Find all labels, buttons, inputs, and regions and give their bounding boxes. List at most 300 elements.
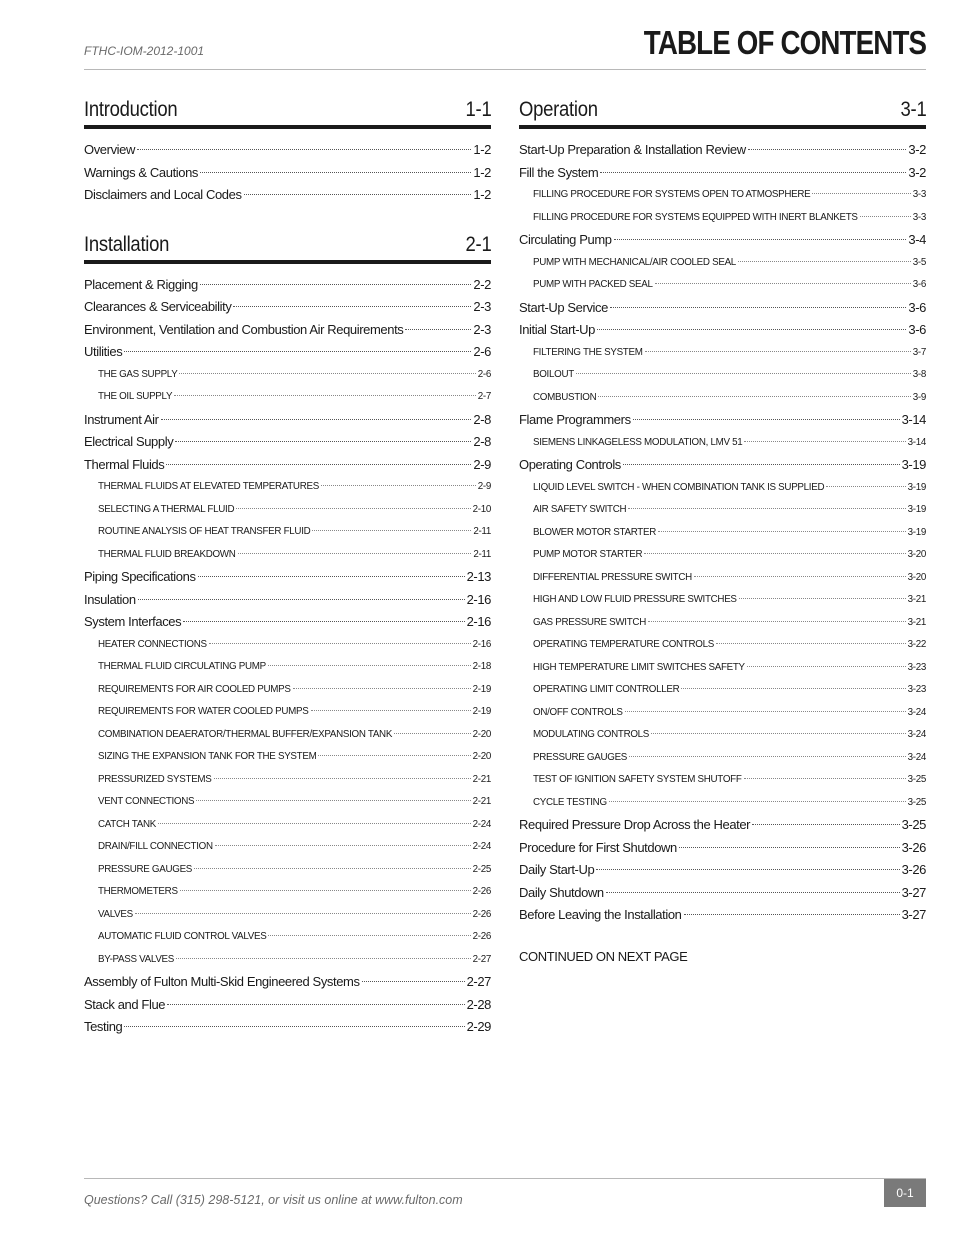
toc-entry-page: 3-25 xyxy=(907,796,926,808)
dot-leader xyxy=(174,395,476,396)
toc-entry-label: SIEMENS LINKAGELESS MODULATION, LMV 51 xyxy=(533,436,743,448)
toc-entry-page: 2-26 xyxy=(472,886,491,897)
dot-leader xyxy=(194,868,471,869)
toc-entry-page: 3-2 xyxy=(908,142,926,157)
dot-leader xyxy=(233,306,471,307)
toc-entry[interactable] xyxy=(84,184,491,207)
toc-entry-label: Assembly of Fulton Multi-Skid Engineered Systems xyxy=(84,974,360,989)
toc-entry-page: 2-18 xyxy=(472,661,491,672)
toc-entry[interactable] xyxy=(84,454,491,477)
toc-subentry[interactable] xyxy=(84,656,491,679)
toc-subentry[interactable] xyxy=(519,387,926,410)
toc-entry[interactable] xyxy=(84,274,491,297)
dot-leader xyxy=(623,464,900,465)
dot-leader xyxy=(658,531,906,532)
toc-entry-page: 2-9 xyxy=(477,481,491,492)
toc-subentry[interactable] xyxy=(519,184,926,207)
toc-subentry[interactable] xyxy=(84,724,491,747)
dot-leader xyxy=(738,261,911,262)
toc-subentry[interactable] xyxy=(519,657,926,680)
dot-leader xyxy=(268,935,470,936)
toc-entry-label: Warnings & Cautions xyxy=(84,164,199,180)
toc-subentry[interactable] xyxy=(84,814,491,837)
toc-entry-label: ON/OFF CONTROLS xyxy=(533,706,623,718)
dot-leader xyxy=(600,172,906,173)
toc-entry[interactable] xyxy=(519,297,926,320)
toc-entry-label: Fill the System xyxy=(519,164,599,180)
toc-subentry[interactable] xyxy=(84,521,491,544)
toc-subentry[interactable] xyxy=(84,881,491,904)
toc-subentry[interactable] xyxy=(519,207,926,230)
toc-entry-label: DRAIN/FILL CONNECTION xyxy=(98,841,213,852)
toc-entry-page: 2-11 xyxy=(473,548,491,560)
toc-entry-page: 3-3 xyxy=(912,211,926,223)
toc-entry-page: 3-6 xyxy=(912,279,926,290)
dot-leader xyxy=(137,149,471,150)
toc-subentry[interactable] xyxy=(519,522,926,545)
dot-leader xyxy=(312,530,471,531)
toc-entry[interactable] xyxy=(84,1016,491,1039)
dot-leader xyxy=(576,373,911,374)
toc-entry-label: PUMP MOTOR STARTER xyxy=(533,549,643,560)
dot-leader xyxy=(625,711,906,712)
toc-entry-page: 3-25 xyxy=(901,817,926,832)
section-page: 3-1 xyxy=(900,98,926,121)
toc-entry-label: OPERATING TEMPERATURE CONTROLS xyxy=(533,639,714,650)
toc-entry[interactable] xyxy=(84,971,491,994)
toc-entry-page: 2-19 xyxy=(472,706,491,717)
toc-entry-label: Testing xyxy=(84,1019,123,1034)
toc-list xyxy=(519,139,926,927)
toc-entry-label: PRESSURIZED SYSTEMS xyxy=(98,773,212,785)
toc-entry-page: 3-21 xyxy=(907,616,926,628)
toc-entry-label: Before Leaving the Installation xyxy=(519,907,682,922)
toc-entry-page: 3-19 xyxy=(901,457,926,472)
toc-entry-label: Initial Start-Up xyxy=(519,322,595,337)
section-page: 2-1 xyxy=(465,232,491,256)
dot-leader xyxy=(158,823,471,824)
dot-leader xyxy=(651,733,906,734)
toc-entry-page: 2-3 xyxy=(473,299,491,314)
toc-subentry[interactable] xyxy=(519,747,926,770)
toc-entry-page: 1-2 xyxy=(473,142,491,157)
toc-list xyxy=(84,274,491,1039)
toc-entry-label: COMBUSTION xyxy=(533,391,597,403)
toc-entry[interactable] xyxy=(84,431,491,454)
toc-subentry[interactable] xyxy=(84,476,491,499)
toc-entry-label: Circulating Pump xyxy=(519,232,612,247)
toc-entry[interactable] xyxy=(519,139,926,162)
toc-entry[interactable] xyxy=(519,859,926,882)
toc-entry-page: 3-4 xyxy=(908,232,926,247)
dot-leader xyxy=(362,981,465,982)
dot-leader xyxy=(405,329,471,330)
toc-subentry[interactable] xyxy=(519,567,926,590)
toc-subentry[interactable] xyxy=(84,859,491,882)
toc-subentry[interactable] xyxy=(519,544,926,567)
dot-leader xyxy=(183,621,464,622)
toc-entry-page: 3-8 xyxy=(912,369,926,380)
toc-entry-label: CYCLE TESTING xyxy=(533,796,607,808)
dot-leader xyxy=(200,284,472,285)
toc-entry-label: Electrical Supply xyxy=(84,434,174,449)
dot-leader xyxy=(166,464,471,465)
toc-entry-label: BOILOUT xyxy=(533,369,574,380)
toc-entry[interactable] xyxy=(84,409,491,432)
toc-entry-page: 3-6 xyxy=(908,299,926,315)
toc-entry-label: Clearances & Serviceability xyxy=(84,299,232,314)
toc-entry-label: Daily Start-Up xyxy=(519,862,595,877)
toc-entry-page: 3-23 xyxy=(907,661,926,673)
toc-entry-label: FILLING PROCEDURE FOR SYSTEMS OPEN TO ATMOSPHERE xyxy=(533,189,811,200)
toc-subentry[interactable] xyxy=(84,949,491,972)
toc-entry[interactable] xyxy=(84,319,491,342)
toc-entry-label: Procedure for First Shutdown xyxy=(519,839,677,855)
toc-entry-label: VALVES xyxy=(98,908,133,920)
toc-entry-label: HIGH AND LOW FLUID PRESSURE SWITCHES xyxy=(533,594,737,605)
toc-entry-page: 2-24 xyxy=(472,841,491,852)
toc-entry-label: Operating Controls xyxy=(519,457,621,472)
toc-entry-label: COMBINATION DEAERATOR/THERMAL BUFFER/EXPANSION TANK xyxy=(98,728,393,740)
dot-leader xyxy=(606,892,900,893)
dot-leader xyxy=(648,621,906,622)
toc-subentry[interactable] xyxy=(519,499,926,522)
toc-subentry[interactable] xyxy=(519,477,926,500)
toc-entry-page: 2-10 xyxy=(472,503,491,515)
section-heading-installation xyxy=(84,229,491,264)
toc-subentry[interactable] xyxy=(519,432,926,455)
toc-entry-page: 2-24 xyxy=(472,818,491,830)
continued-note: CONTINUED ON NEXT PAGE xyxy=(519,948,688,964)
toc-entry[interactable] xyxy=(84,589,491,612)
toc-subentry[interactable] xyxy=(519,274,926,297)
dot-leader xyxy=(681,688,905,689)
dot-leader xyxy=(394,733,471,734)
toc-entry-label: Start-Up Service xyxy=(519,299,608,315)
toc-entry-page: 3-19 xyxy=(907,504,926,515)
toc-entry-label: REQUIREMENTS FOR WATER COOLED PUMPS xyxy=(98,706,309,717)
toc-subentry[interactable] xyxy=(519,792,926,815)
toc-entry-label: PUMP WITH MECHANICAL/AIR COOLED SEAL xyxy=(533,256,736,268)
toc-entry-page: 2-8 xyxy=(473,411,491,427)
toc-entry[interactable] xyxy=(84,341,491,364)
toc-entry-label: FILLING PROCEDURE FOR SYSTEMS EQUIPPED WITH INERT BLANKETS xyxy=(533,211,858,223)
toc-entry-label: AIR SAFETY SWITCH xyxy=(533,504,627,515)
toc-entry-label: Thermal Fluids xyxy=(84,456,165,472)
toc-entry[interactable] xyxy=(519,409,926,432)
dot-leader xyxy=(175,441,471,442)
dot-leader xyxy=(124,351,471,352)
dot-leader xyxy=(614,239,907,240)
toc-entry-label: PRESSURE GAUGES xyxy=(98,863,193,875)
toc-entry-label: TEST OF IGNITION SAFETY SYSTEM SHUTOFF xyxy=(533,774,742,785)
dot-leader xyxy=(739,598,906,599)
toc-entry-label: Piping Specifications xyxy=(84,569,196,584)
toc-entry-label: GAS PRESSURE SWITCH xyxy=(533,616,646,628)
toc-subentry[interactable] xyxy=(84,386,491,409)
dot-leader xyxy=(138,599,465,600)
toc-entry-page: 2-8 xyxy=(473,434,491,449)
dot-leader xyxy=(176,958,471,959)
toc-subentry[interactable] xyxy=(519,342,926,365)
dot-leader xyxy=(318,755,470,756)
dot-leader xyxy=(135,913,471,914)
toc-entry-label: Utilities xyxy=(84,344,123,359)
toc-subentry[interactable] xyxy=(519,612,926,635)
toc-left-column xyxy=(84,94,491,1039)
toc-entry-label: PUMP WITH PACKED SEAL xyxy=(533,279,653,290)
toc-entry-page: 2-27 xyxy=(466,974,491,989)
toc-entry[interactable] xyxy=(519,319,926,342)
section-heading-operation xyxy=(519,94,926,129)
dot-leader xyxy=(645,351,911,352)
toc-entry-label: Required Pressure Drop Across the Heater xyxy=(519,817,751,832)
toc-subentry[interactable] xyxy=(84,679,491,702)
toc-entry-page: 2-21 xyxy=(472,773,491,785)
toc-entry-page: 3-7 xyxy=(912,346,926,358)
toc-subentry[interactable] xyxy=(519,702,926,725)
toc-entry-page: 3-24 xyxy=(907,751,926,763)
toc-entry-page: 3-21 xyxy=(907,594,926,605)
dot-leader xyxy=(684,914,900,915)
toc-entry-page: 3-3 xyxy=(912,189,926,200)
toc-entry-label: VENT CONNECTIONS xyxy=(98,796,195,807)
toc-subentry[interactable] xyxy=(84,634,491,657)
dot-leader xyxy=(311,710,471,711)
toc-entry-label: MODULATING CONTROLS xyxy=(533,729,650,740)
page-number-badge: 0-1 xyxy=(884,1179,926,1207)
toc-entry-label: SELECTING A THERMAL FLUID xyxy=(98,503,235,515)
toc-entry-page: 3-23 xyxy=(907,684,926,695)
toc-entry-label: Placement & Rigging xyxy=(84,276,198,292)
toc-entry-label: BLOWER MOTOR STARTER xyxy=(533,526,657,538)
footer-divider xyxy=(84,1178,926,1179)
toc-entry-page: 2-11 xyxy=(473,526,491,537)
dot-leader xyxy=(744,441,905,442)
dot-leader xyxy=(629,756,906,757)
dot-leader xyxy=(752,824,899,825)
toc-entry[interactable] xyxy=(84,994,491,1017)
toc-subentry[interactable] xyxy=(519,252,926,275)
dot-leader xyxy=(812,193,910,194)
section-heading-introduction xyxy=(84,94,491,129)
toc-entry-page: 2-3 xyxy=(473,321,491,337)
toc-entry-label: REQUIREMENTS FOR AIR COOLED PUMPS xyxy=(98,683,291,695)
toc-entry-label: THERMAL FLUID CIRCULATING PUMP xyxy=(98,661,266,672)
toc-entry-page: 3-22 xyxy=(907,639,926,650)
toc-entry-page: 2-16 xyxy=(472,638,491,650)
toc-entry[interactable] xyxy=(519,229,926,252)
toc-entry[interactable] xyxy=(519,454,926,477)
toc-entry[interactable] xyxy=(519,904,926,927)
section-title: Installation xyxy=(84,232,170,256)
toc-entry-label: DIFFERENTIAL PRESSURE SWITCH xyxy=(533,571,692,583)
toc-entry[interactable] xyxy=(84,162,491,185)
installation-section xyxy=(84,229,491,1039)
toc-subentry[interactable] xyxy=(84,926,491,949)
dot-leader xyxy=(180,890,471,891)
dot-leader xyxy=(679,847,900,848)
page-title: TABLE OF CONTENTS xyxy=(643,24,926,61)
toc-entry-label: CATCH TANK xyxy=(98,818,156,830)
dot-leader xyxy=(321,485,476,486)
dot-leader xyxy=(596,869,899,870)
toc-subentry[interactable] xyxy=(519,724,926,747)
toc-entry-page: 3-6 xyxy=(908,322,926,337)
toc-subentry[interactable] xyxy=(519,364,926,387)
toc-subentry[interactable] xyxy=(84,701,491,724)
toc-entry-page: 2-9 xyxy=(473,456,491,472)
toc-entry-page: 2-13 xyxy=(466,569,491,584)
toc-subentry[interactable] xyxy=(519,679,926,702)
toc-entry-page: 2-26 xyxy=(472,908,491,920)
toc-entry[interactable] xyxy=(519,814,926,837)
toc-entry[interactable] xyxy=(84,296,491,319)
footer-contact: Questions? Call (315) 298-5121, or visit us online at www.fulton.com xyxy=(84,1193,463,1207)
toc-entry-label: THERMOMETERS xyxy=(98,886,178,897)
toc-entry-label: Insulation xyxy=(84,591,136,607)
toc-entry-page: 3-27 xyxy=(901,907,926,922)
toc-subentry[interactable] xyxy=(84,544,491,567)
toc-entry-label: Daily Shutdown xyxy=(519,884,604,900)
section-title: Introduction xyxy=(84,98,178,121)
dot-leader xyxy=(124,1026,464,1027)
toc-entry[interactable] xyxy=(519,162,926,185)
dot-leader xyxy=(293,688,471,689)
dot-leader xyxy=(597,329,906,330)
dot-leader xyxy=(196,800,470,801)
toc-entry-page: 3-19 xyxy=(907,526,926,538)
dot-leader xyxy=(716,643,906,644)
dot-leader xyxy=(747,666,906,667)
toc-entry-page: 2-20 xyxy=(472,728,491,740)
toc-entry[interactable] xyxy=(519,882,926,905)
dot-leader xyxy=(633,419,900,420)
dot-leader xyxy=(179,373,475,374)
toc-entry-page: 1-2 xyxy=(473,187,491,202)
introduction-section xyxy=(84,94,491,207)
dot-leader xyxy=(610,307,906,308)
toc-subentry[interactable] xyxy=(84,746,491,769)
toc-entry[interactable] xyxy=(519,837,926,860)
toc-entry-page: 3-26 xyxy=(901,839,926,855)
toc-entry-label: Start-Up Preparation & Installation Review xyxy=(519,142,746,157)
toc-subentry[interactable] xyxy=(519,634,926,657)
toc-entry-label: OPERATING LIMIT CONTROLLER xyxy=(533,684,680,695)
toc-entry-page: 2-29 xyxy=(466,1019,491,1034)
toc-subentry[interactable] xyxy=(519,589,926,612)
toc-entry-page: 2-27 xyxy=(472,953,491,965)
toc-entry-page: 2-6 xyxy=(473,344,491,359)
toc-entry-label: Disclaimers and Local Codes xyxy=(84,187,242,202)
toc-entry-label: THE GAS SUPPLY xyxy=(98,368,178,380)
toc-entry-label: System Interfaces xyxy=(84,614,182,629)
dot-leader xyxy=(244,194,472,195)
toc-subentry[interactable] xyxy=(84,904,491,927)
toc-entry-page: 3-14 xyxy=(907,436,926,448)
dot-leader xyxy=(860,216,911,217)
section-page: 1-1 xyxy=(465,98,491,121)
toc-entry-page: 2-16 xyxy=(466,614,491,629)
dot-leader xyxy=(744,778,906,779)
toc-entry-label: THE OIL SUPPLY xyxy=(98,391,173,402)
toc-entry-label: BY-PASS VALVES xyxy=(98,953,175,965)
toc-entry-page: 2-6 xyxy=(477,368,491,380)
toc-entry-label: Environment, Ventilation and Combustion Air Requirements xyxy=(84,321,404,337)
toc-entry-page: 2-2 xyxy=(473,276,491,292)
dot-leader xyxy=(161,419,472,420)
toc-entry-page: 3-25 xyxy=(907,774,926,785)
toc-entry-page: 3-24 xyxy=(907,729,926,740)
toc-entry-page: 2-21 xyxy=(472,796,491,807)
toc-entry-page: 1-2 xyxy=(473,164,491,180)
toc-entry-label: Flame Programmers xyxy=(519,412,631,427)
toc-entry-label: HEATER CONNECTIONS xyxy=(98,638,207,650)
toc-entry-page: 2-20 xyxy=(472,751,491,762)
toc-entry[interactable] xyxy=(84,566,491,589)
toc-entry-page: 2-26 xyxy=(472,931,491,942)
document-id: FTHC-IOM-2012-1001 xyxy=(84,44,205,58)
toc-right-column xyxy=(519,94,926,964)
dot-leader xyxy=(167,1004,464,1005)
toc-entry-page: 3-20 xyxy=(907,571,926,583)
toc-entry-label: Overview xyxy=(84,142,135,157)
toc-entry-label: SIZING THE EXPANSION TANK FOR THE SYSTEM xyxy=(98,751,317,762)
dot-leader xyxy=(215,845,471,846)
toc-entry-page: 2-7 xyxy=(477,391,491,402)
dot-leader xyxy=(238,553,472,554)
dot-leader xyxy=(644,553,905,554)
toc-entry-page: 3-9 xyxy=(912,391,926,403)
toc-entry-label: Instrument Air xyxy=(84,411,159,427)
toc-entry-page: 2-28 xyxy=(466,996,491,1012)
dot-leader xyxy=(198,576,465,577)
dot-leader xyxy=(268,665,471,666)
dot-leader xyxy=(236,508,470,509)
toc-entry-label: ROUTINE ANALYSIS OF HEAT TRANSFER FLUID xyxy=(98,526,311,537)
toc-entry-page: 2-16 xyxy=(466,591,491,607)
toc-entry-page: 3-5 xyxy=(912,256,926,268)
toc-subentry[interactable] xyxy=(84,364,491,387)
toc-entry-page: 3-14 xyxy=(901,412,926,427)
toc-entry-label: THERMAL FLUIDS AT ELEVATED TEMPERATURES xyxy=(98,481,319,492)
toc-list xyxy=(84,139,491,207)
section-spacer xyxy=(84,207,491,229)
toc-subentry[interactable] xyxy=(519,769,926,792)
operation-section xyxy=(519,94,926,927)
toc-entry-label: HIGH TEMPERATURE LIMIT SWITCHES SAFETY xyxy=(533,661,745,673)
toc-entry[interactable] xyxy=(84,611,491,634)
toc-entry-label: LIQUID LEVEL SWITCH - WHEN COMBINATION TANK IS SUPPLIED xyxy=(533,481,825,493)
dot-leader xyxy=(598,396,910,397)
toc-entry-page: 3-27 xyxy=(901,884,926,900)
toc-entry-page: 2-25 xyxy=(472,863,491,875)
toc-entry-page: 3-2 xyxy=(908,164,926,180)
dot-leader xyxy=(826,486,905,487)
toc-entry-label: PRESSURE GAUGES xyxy=(533,751,628,763)
toc-entry-page: 3-20 xyxy=(907,549,926,560)
toc-subentry[interactable] xyxy=(84,836,491,859)
header-divider xyxy=(84,69,926,70)
toc-subentry[interactable] xyxy=(84,769,491,792)
dot-leader xyxy=(200,172,471,173)
toc-entry-page: 2-19 xyxy=(472,683,491,695)
toc-entry-label: AUTOMATIC FLUID CONTROL VALVES xyxy=(98,931,267,942)
toc-entry[interactable] xyxy=(84,139,491,162)
toc-subentry[interactable] xyxy=(84,791,491,814)
toc-subentry[interactable] xyxy=(84,499,491,522)
toc-entry-label: Stack and Flue xyxy=(84,996,166,1012)
